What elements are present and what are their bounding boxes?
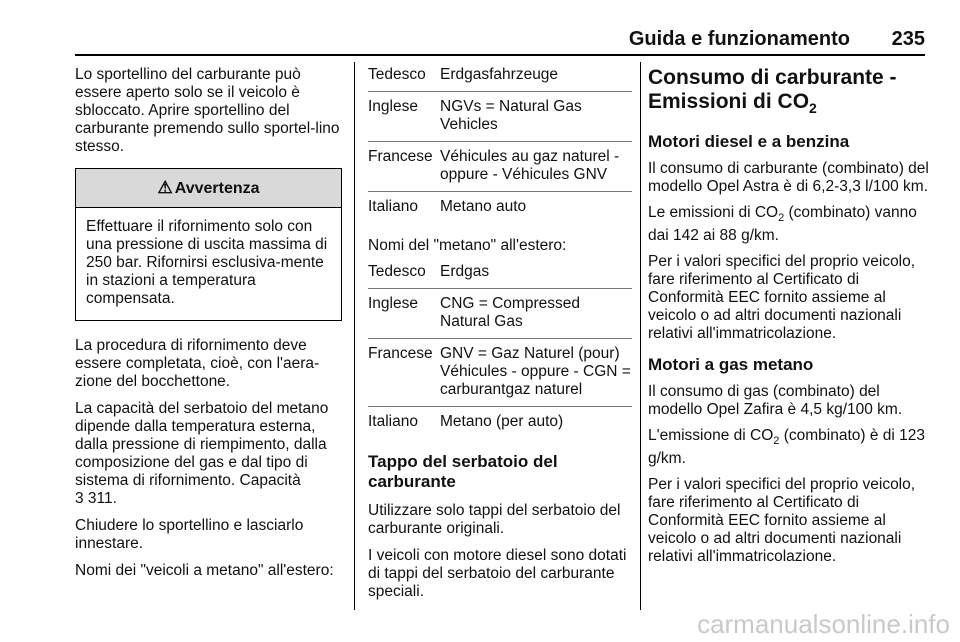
paragraph-capacity	[75, 400, 343, 508]
paragraph-close-flap: Chiudere lo sportellino e lasciarlo innestare.	[75, 517, 304, 552]
paragraph-zafira-consumption: Il consumo di gas (combinato) del modello Opel Zafira è 4,5 kg/100 km.	[648, 383, 903, 419]
paragraph-procedure: La procedura di rifornimento deve essere completata, cioè, con l'aera-zione del bocchettone.	[75, 337, 320, 390]
heading-consumption: Consumo di carburante - Emissioni di $CO_2$	[648, 66, 897, 117]
column-2	[368, 66, 632, 610]
table-row: Inglese CNG = Compressed Natural Gas	[368, 289, 632, 339]
warning-title: Avvertenza	[174, 180, 260, 197]
column-divider-1	[354, 62, 355, 610]
table-row: Italiano Metano auto	[368, 198, 527, 215]
page-header	[75, 28, 925, 56]
section-title: Guida e funzionamento	[628, 28, 850, 50]
methane-names-table	[368, 263, 632, 438]
table-row: Francese Véhicules au gaz naturel - oppure - Véhicules GNV	[368, 142, 632, 192]
paragraph-original-caps: Utilizzare solo tappi del serbatoio del carburante originali.	[368, 502, 621, 537]
paragraph-zafira-emissions: L'emissione di $CO_2$ (combinato) è di 123 g/km.	[648, 427, 926, 468]
heading-fuel-cap: Tappo del serbatoio del carburante	[368, 452, 558, 491]
warning-box	[75, 168, 342, 321]
warning-body: Effettuare il rifornimento solo con una pressione di uscita massima di 250 bar. Rifornirsi esclusiva-mente in stazioni a temperatura compensata.	[86, 218, 328, 307]
column-divider-2	[640, 62, 641, 610]
paragraph-certificate-1: Per i valori specifici del proprio veicolo, fare riferimento al Certificato di Conformità EEC fornito assieme al veicolo o ad altri documenti nazionali relativi all'immatricolazione.	[648, 253, 916, 343]
paragraph-flap-open: Lo sportellino del carburante può essere aperto solo se il veicolo è sbloccato. Aprire sportellino del carburante premendo sullo sportel-lino stesso.	[75, 66, 340, 155]
table-row: Inglese NGVs = Natural Gas Vehicles	[368, 92, 632, 142]
warning-header	[76, 169, 341, 208]
paragraph-certificate-2: Per i valori specifici del proprio veicolo, fare riferimento al Certificato di Conformità EEC fornito assieme al veicolo o ad altri documenti nazionali relativi all'immatricolazione.	[648, 476, 916, 566]
table-row: Tedesco Erdgas	[368, 263, 632, 289]
heading-gas-engines: Motori a gas metano	[648, 355, 814, 375]
table-row: Francese GNV = Gaz Naturel (pour) Véhicules - oppure - CGN = carburantgaz naturel	[368, 339, 632, 407]
paragraph-methane-names: Nomi del "metano" all'estero:	[368, 237, 567, 254]
table-row: Italiano Metano (per auto)	[368, 413, 564, 430]
warning-triangle-icon: ⚠	[157, 178, 173, 197]
column-1	[75, 66, 343, 589]
capacity-text: La capacità del serbatoio del metano dipende dalla temperatura esterna, dalla pressione di riempimento, dalla composizione del gas e dal tipo di sistema di rifornimento. Capacità	[75, 400, 329, 489]
paragraph-diesel-caps: I veicoli con motore diesel sono dotati di tappi del serbatoio del carburante speciali.	[368, 547, 627, 600]
paragraph-astra-emissions: Le emissioni di $CO_2$ (combinato) vanno dai 142 ai 88 g/km.	[648, 204, 917, 245]
column-3	[648, 66, 930, 574]
page-reference: 3 311.	[75, 490, 117, 507]
paragraph-vehicle-names: Nomi dei "veicoli a metano" all'estero:	[75, 562, 334, 579]
watermark: carmanualsonline.info	[697, 609, 950, 639]
vehicle-names-table	[368, 66, 632, 223]
table-row: Tedesco Erdgasfahrzeuge	[368, 66, 632, 92]
page-number: 235	[891, 28, 925, 50]
paragraph-astra-consumption: Il consumo di carburante (combinato) del modello Opel Astra è di 6,2-3,3 l/100 km.	[648, 160, 929, 196]
heading-diesel-petrol: Motori diesel e a benzina	[648, 132, 850, 152]
